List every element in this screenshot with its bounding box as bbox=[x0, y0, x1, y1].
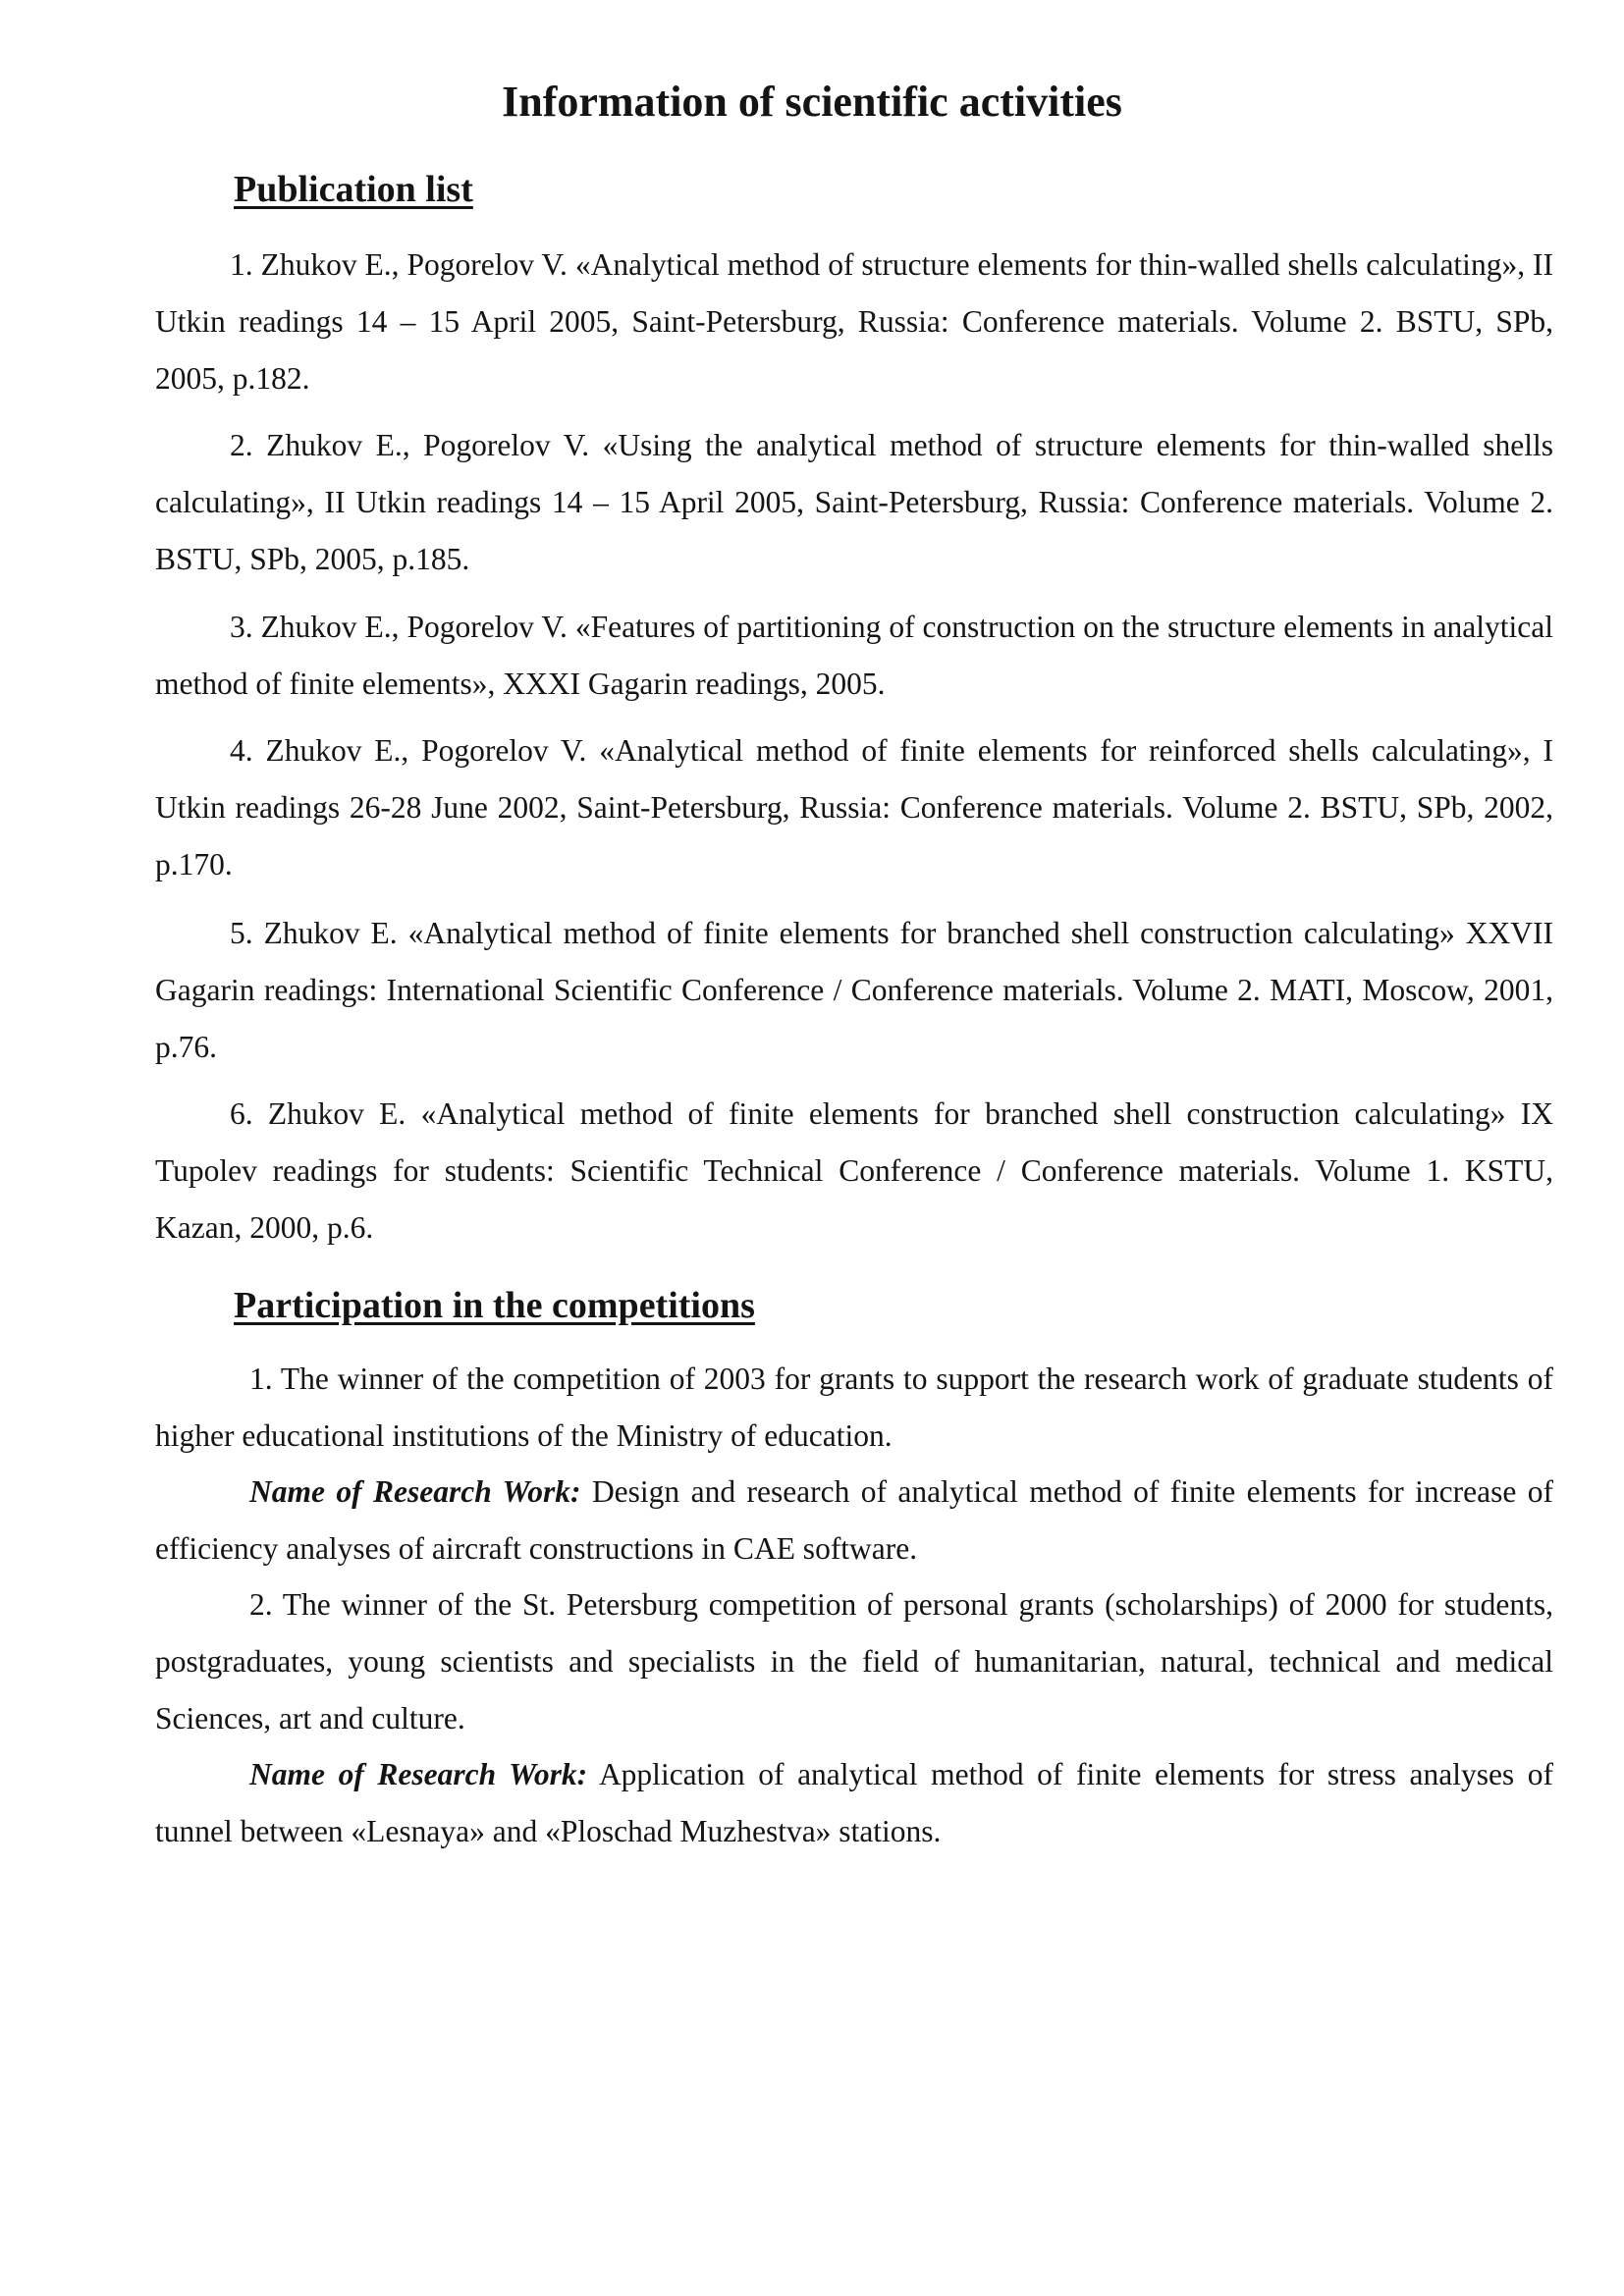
competition-item-1: 1. The winner of the competition of 2003 for grants to support the research work of graduate students of higher educational institutions of the Ministry of education. bbox=[155, 1362, 1553, 1453]
publication-item-2: 2. Zhukov E., Pogorelov V. «Using the analytical method of structure elements for thin-walled shells calculating», II Utkin readings 14 – 15 April 2005, Saint-Petersburg, Russia: Conference materials. Volume 2. BSTU, SPb, 2005, p.185. bbox=[155, 428, 1553, 576]
competition-item-2: 2. The winner of the St. Petersburg competition of personal grants (scholarships) of 2000 for students, postgraduates, young scientists and specialists in the field of humanitarian, natural, technical and medical Sciences, art and culture. bbox=[155, 1587, 1553, 1735]
publication-item-1: 1. Zhukov E., Pogorelov V. «Analytical method of structure elements for thin-walled shells calculating», II Utkin readings 14 – 15 April 2005, Saint-Petersburg, Russia: Conference materials. Volume 2. BSTU, SPb, 2005, p.182. bbox=[155, 247, 1553, 396]
research-work-text: Application of analytical method of finite elements for stress analyses of tunnel between «Lesnaya» and «Ploschad Muzhestva» stations. bbox=[155, 1757, 1554, 1848]
publication-item-3: 3. Zhukov E., Pogorelov V. «Features of partitioning of construction on the structure elements in analytical method of finite elements», XXXI Gagarin readings, 2005. bbox=[155, 610, 1553, 701]
publication-item-4: 4. Zhukov E., Pogorelov V. «Analytical method of finite elements for reinforced shells calculating», I Utkin readings 26-28 June 2002, Saint-Petersburg, Russia: Conference materials. Volume 2. BSTU, SPb, 2002, p.170. bbox=[155, 733, 1553, 881]
document-title: Information of scientific activities bbox=[502, 78, 1122, 126]
competitions-heading: Participation in the competitions bbox=[234, 1285, 755, 1326]
publication-item-5: 5. Zhukov E. «Analytical method of finite elements for branched shell construction calculating» XXVII Gagarin readings: International Scientific Conference / Conference materials. Volume 2. MATI, Moscow, 2001, p.76. bbox=[155, 916, 1553, 1064]
research-work-text: Design and research of analytical method of finite elements for increase of efficiency analyses of aircraft constructions in CAE software. bbox=[155, 1474, 1554, 1566]
research-work-label: Name of Research Work: bbox=[249, 1474, 581, 1509]
publication-item-6: 6. Zhukov E. «Analytical method of finite elements for branched shell construction calculating» IX Tupolev readings for students: Scientific Technical Conference / Conference materials. Volume 1. KSTU, Kazan, 2000, p.6. bbox=[155, 1096, 1553, 1245]
publication-list-heading: Publication list bbox=[234, 169, 473, 210]
competition-item-2-work bbox=[155, 1746, 1553, 1860]
competition-item-1-work bbox=[155, 1464, 1553, 1577]
research-work-label: Name of Research Work: bbox=[249, 1757, 588, 1791]
